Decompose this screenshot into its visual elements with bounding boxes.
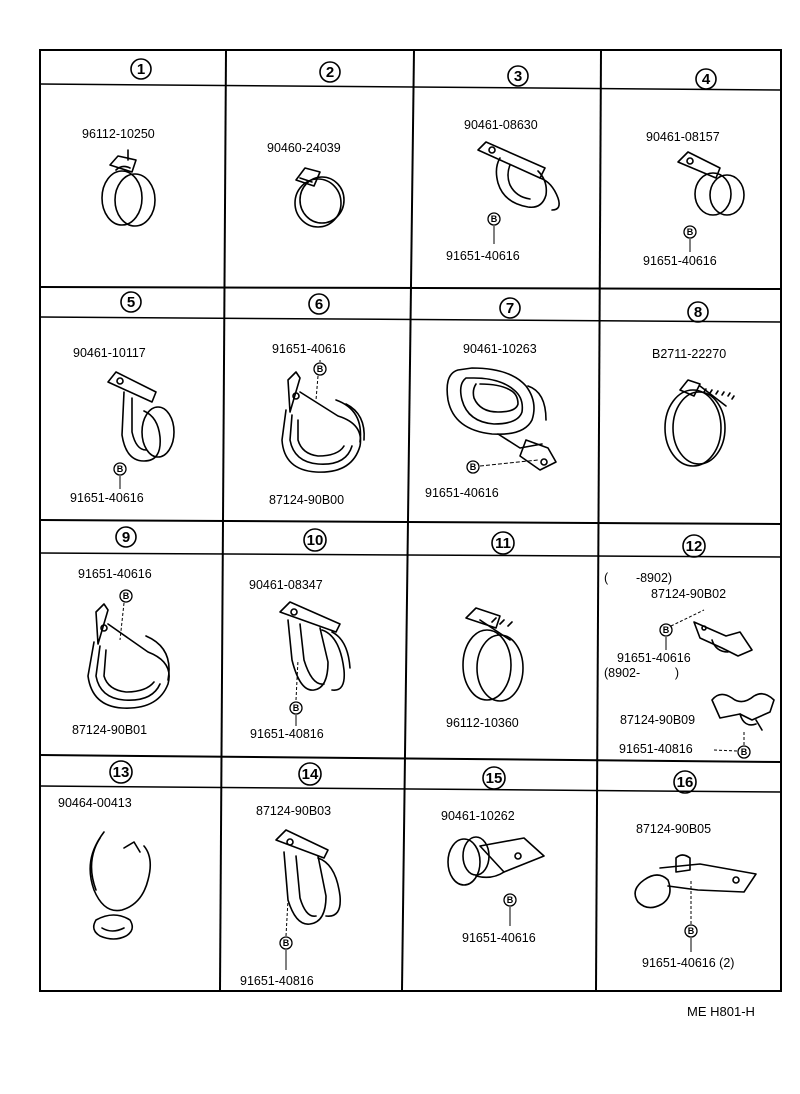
part-label-9a: 91651-40616 [78,567,152,581]
bolt-marker-12b-letter: B [740,747,748,757]
worm-clamp-drawing-8 [665,380,734,466]
bracket-clamp-drawing-3 [478,142,559,210]
cell-number-15-label: 15 [485,770,503,787]
cell-number-10-label: 10 [306,532,324,549]
part-label-5a: 90461-10117 [73,346,146,360]
bolt-marker-16-letter: B [687,926,695,936]
part-label-11a: 96112-10360 [446,716,519,730]
part-label-14b: 91651-40816 [240,974,314,988]
cell-number-7 [500,298,520,318]
bolt-marker-15-letter: B [506,895,514,905]
part-label-7b: 91651-40616 [425,486,499,500]
cell-number-13 [110,761,132,783]
cell-number-3 [508,66,528,86]
part-label-12b: 91651-40616 [617,651,691,665]
part-label-4a: 90461-08157 [646,130,720,144]
part-label-3b: 91651-40616 [446,249,520,263]
oval-clamp-drawing-7 [447,368,556,470]
cell-number-2 [320,62,340,82]
diagram-code: ME H801-H [687,1004,755,1019]
cell-number-16-label: 16 [676,774,694,791]
cell-number-10 [304,529,326,551]
part-label-3a: 90461-08630 [464,118,538,132]
grid-vline-2 [402,50,414,990]
bolt-marker-6-letter: B [316,364,324,374]
part-label-12a: 87124-90B02 [651,587,727,601]
cell-number-6-label: 6 [314,296,324,313]
bracket-drawing-12b [712,694,774,730]
cell-number-9-label: 9 [121,529,131,546]
cell-number-14 [299,763,321,785]
bolt-marker-12a-letter: B [662,625,670,635]
bolt-marker-14 [280,900,292,970]
cell-number-12 [683,535,705,557]
part-label-4b: 91651-40616 [643,254,717,268]
hose-clamp-drawing-11 [463,608,523,701]
part-label-16b: 91651-40616 (2) [642,956,735,970]
cell-number-11 [492,532,514,554]
part-label-6b: 87124-90B00 [269,493,345,507]
part-label-10b: 91651-40816 [250,727,324,741]
cell-number-11-label: 11 [495,535,511,552]
p-clamp-drawing-5 [108,372,174,461]
grid-hline-3 [40,755,781,762]
cell-number-9 [116,527,136,547]
part-label-8a: B2711-22270 [652,347,727,361]
cell-number-12-label: 12 [685,538,703,555]
part-label-14a: 87124-90B03 [256,804,332,818]
cell-number-8-label: 8 [693,304,703,321]
cell-number-3-label: 3 [513,68,523,85]
part-label-9b: 87124-90B01 [72,723,148,737]
bracket-clamp-drawing-4 [678,152,744,215]
grid-hline-header-4 [40,786,781,792]
bolt-marker-10-letter: B [292,703,300,713]
bolt-marker-5-letter: B [116,464,124,474]
grid-lines [40,50,781,991]
bolt-marker-3-letter: B [490,214,498,224]
grid-vline-3 [596,50,601,990]
cell-number-14-label: 14 [301,766,319,783]
cell-number-1-label: 1 [136,61,146,78]
cell-number-4-label: 4 [701,71,711,88]
bolt-marker-14-letter: B [282,938,290,948]
bolt-marker-4-letter: B [686,227,694,237]
band-clamp-drawing-2 [295,168,344,227]
cell-number-1 [131,59,151,79]
part-label-2a: 90460-24039 [267,141,341,155]
part-label-10a: 90461-08347 [249,578,323,592]
bolt-marker-9-letter: B [122,591,130,601]
cup-clamp-drawing-15 [448,837,544,885]
bolt-marker-15 [504,894,516,926]
bolt-marker-12b [714,730,750,758]
j-clamp-drawing-10 [280,602,350,690]
j-clamp-drawing-14 [276,830,340,924]
hose-clamp-drawing-1 [102,150,155,226]
cell-number-13-label: 13 [112,764,130,781]
part-label-7a: 90461-10263 [463,342,537,356]
bolt-marker-4 [684,226,696,252]
bolt-marker-7-letter: B [469,462,477,472]
date-range-12b: (8902- ) [604,666,680,680]
bolt-marker-10 [290,660,302,726]
bolt-marker-3 [488,213,500,244]
bracket-drawing-12a [694,622,752,656]
grid-hline-1 [40,287,781,289]
part-label-16a: 87124-90B05 [636,822,712,836]
grid-hline-header-3 [40,553,781,557]
bolt-marker-9 [120,590,132,640]
part-label-12c: 87124-90B09 [620,713,696,727]
cell-number-15 [483,767,505,789]
cell-number-2-label: 2 [325,64,335,81]
cell-number-16 [674,771,696,793]
part-label-15a: 90461-10262 [441,809,515,823]
cell-number-8 [688,302,708,322]
j-clamp-drawing-6 [282,372,364,472]
grid-hline-header-1 [40,84,781,90]
part-label-12d: 91651-40816 [619,742,693,756]
cell-number-6 [309,294,329,314]
part-label-5b: 91651-40616 [70,491,144,505]
part-label-6a: 91651-40616 [272,342,346,356]
part-label-13a: 90464-00413 [58,796,132,810]
grid-hline-2 [40,520,781,524]
cup-clamp-drawing-16 [635,855,756,908]
bolt-marker-6 [314,360,326,400]
bolt-marker-5 [114,463,126,489]
cell-number-4 [696,69,716,89]
part-label-1a: 96112-10250 [82,127,155,141]
date-range-12a: ( -8902) [604,571,673,585]
cell-number-5 [121,292,141,312]
spring-clamp-drawing-13 [90,832,150,939]
cell-number-5-label: 5 [126,294,136,311]
part-label-15b: 91651-40616 [462,931,536,945]
j-clamp-drawing-9 [88,604,169,708]
bolt-marker-16 [685,880,697,952]
cell-number-7-label: 7 [505,300,515,317]
